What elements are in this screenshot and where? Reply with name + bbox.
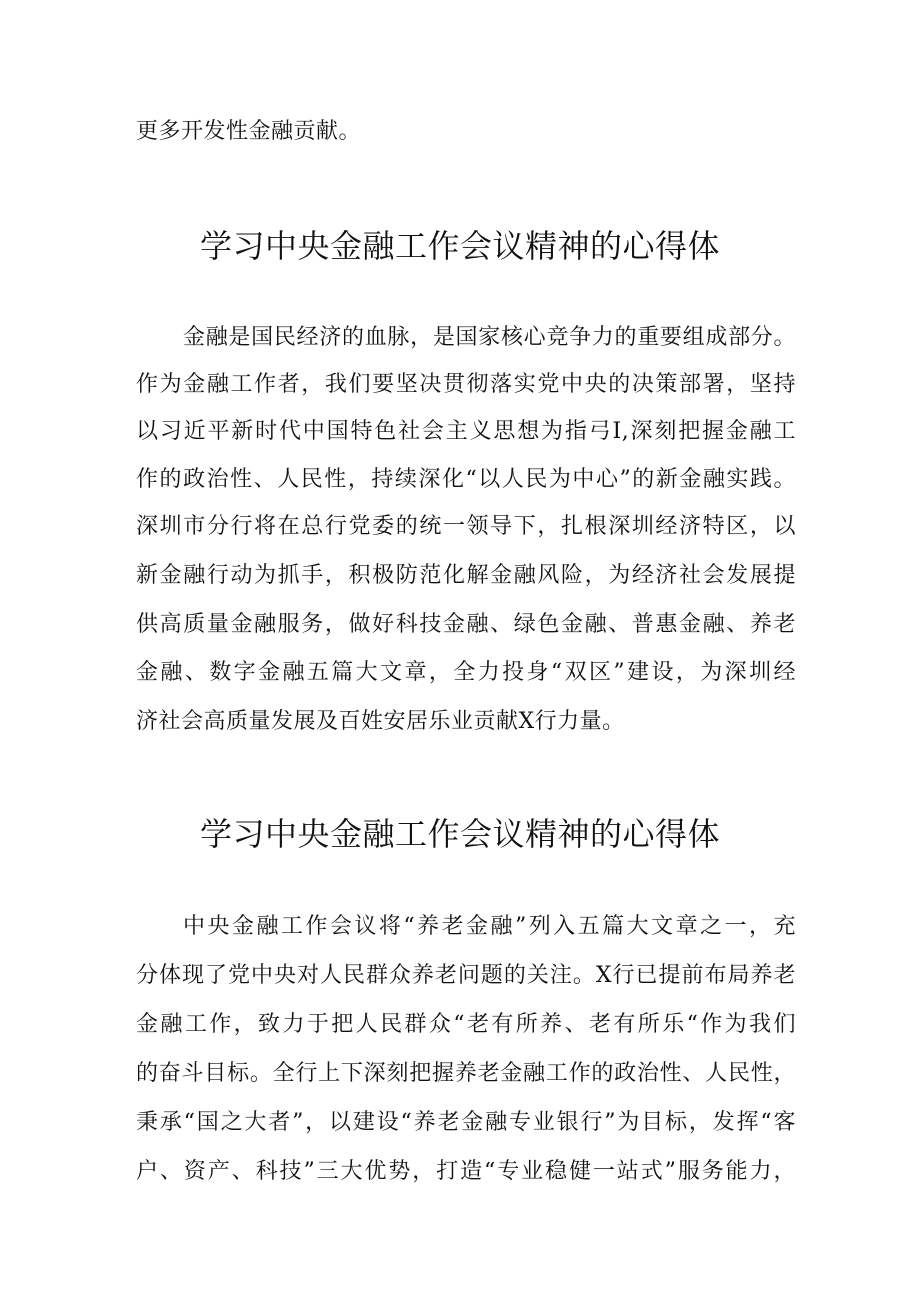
lead-paragraph-line: 更多开发性金融贡献。 <box>136 119 362 144</box>
section-1-heading: 学习中央金融工作会议精神的心得体 <box>199 227 720 265</box>
paragraph-line: 户、资产、科技”三大优势，打造“专业稳健一站式”服务能力， <box>136 1159 796 1184</box>
paragraph-line: 中央金融工作会议将“养老金融”列入五篇大文章之一，充 <box>183 914 796 939</box>
section-2-heading: 学习中央金融工作会议精神的心得体 <box>199 815 720 853</box>
paragraph-line: 深圳市分行将在总行党委的统一领导下，扎根深圳经济特区，以 <box>136 514 796 539</box>
paragraph-line: 供高质量金融服务，做好科技金融、绿色金融、普惠金融、养老 <box>136 612 796 637</box>
paragraph-line: 济社会高质量发展及百姓安居乐业贡献X行力量。 <box>136 709 625 734</box>
paragraph-line: 金融是国民经济的血脉，是国家核心竞争力的重要组成部分。 <box>183 325 796 350</box>
paragraph-line: 新金融行动为抓手，积极防范化解金融风险，为经济社会发展提 <box>136 563 796 588</box>
paragraph-line: 金融工作，致力于把人民群众“老有所养、老有所乐“作为我们 <box>136 1012 796 1037</box>
paragraph-line: 作的政治性、人民性，持续深化“以人民为中心”的新金融实践。 <box>136 467 796 492</box>
paragraph-line: 金融、数字金融五篇大文章，全力投身“双区”建设，为深圳经 <box>136 660 796 685</box>
paragraph-line: 作为金融工作者，我们要坚决贯彻落实党中央的决策部署，坚持 <box>136 372 796 397</box>
paragraph-line: 秉承“国之大者”，以建设“养老金融专业银行”为目标，发挥“客 <box>136 1110 796 1135</box>
paragraph-line: 以习近平新时代中国特色社会主义思想为指弓I,深刻把握金融工 <box>136 419 796 444</box>
paragraph-line: 的奋斗目标。全行上下深刻把握养老金融工作的政治性、人民性， <box>136 1061 796 1086</box>
paragraph-line: 分体现了党中央对人民群众养老问题的关注。X行已提前布局养老 <box>136 963 796 988</box>
